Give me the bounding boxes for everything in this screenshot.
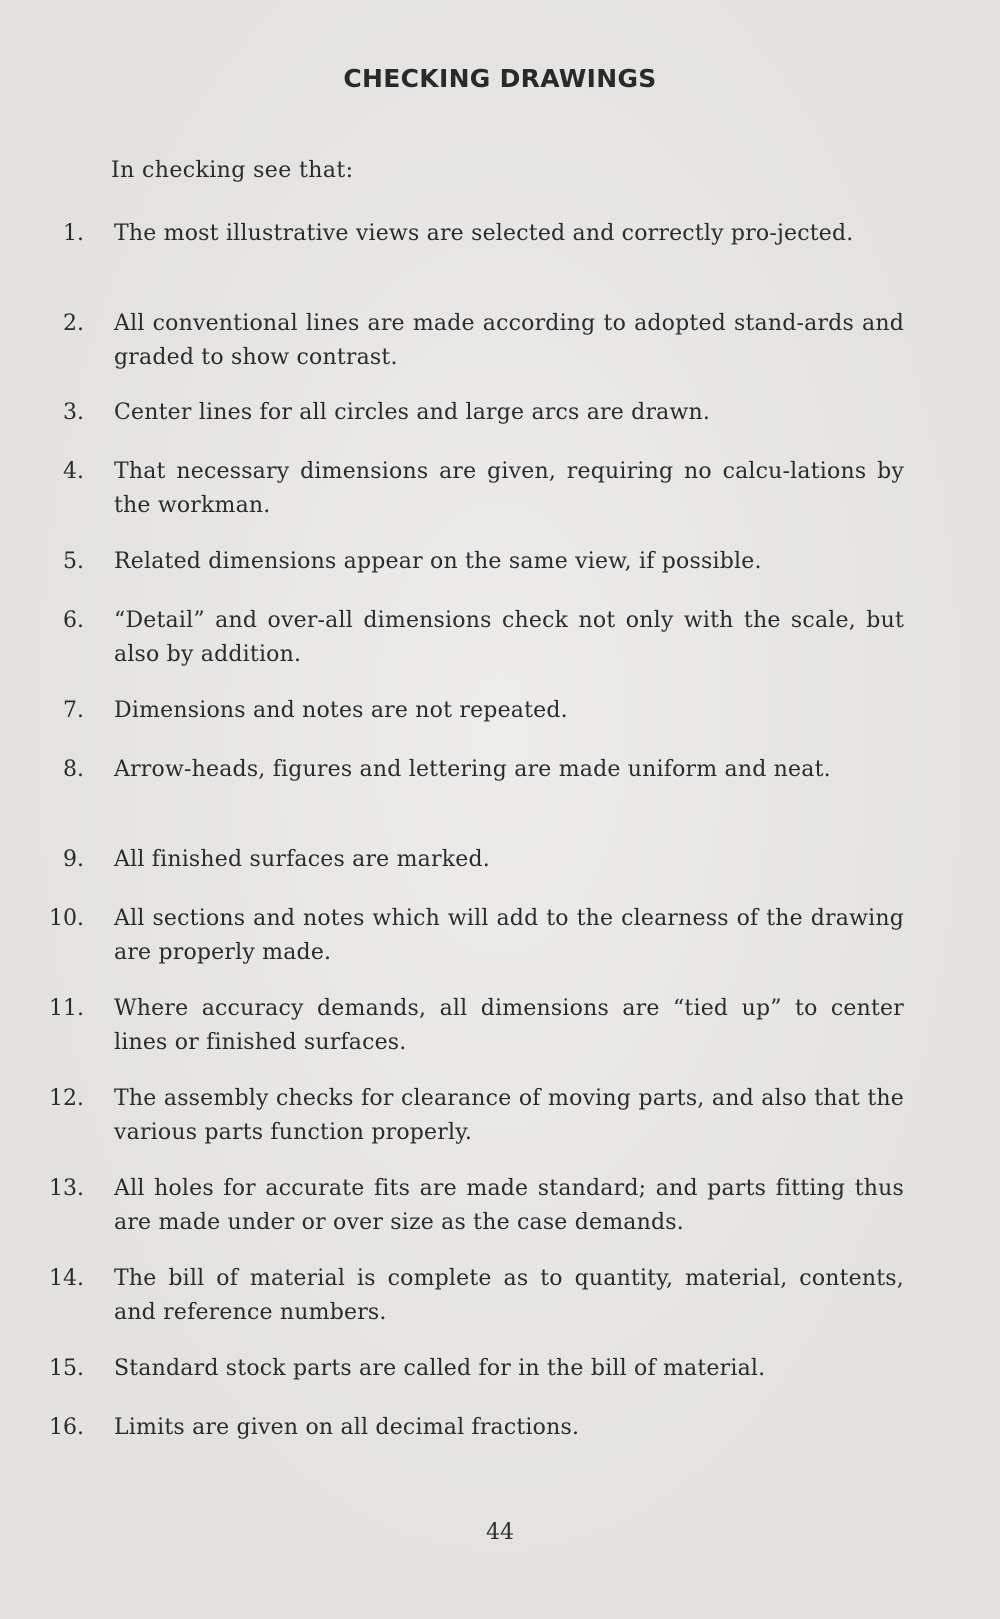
item-number: 14. (49, 1266, 84, 1291)
page-number: 44 (486, 1520, 514, 1545)
item-number: 12. (49, 1086, 84, 1111)
item-text: All holes for accurate fits are made standard; and parts fitting thus are made under or over size as the case demands. (114, 1176, 904, 1235)
page-title: CHECKING DRAWINGS (343, 64, 657, 93)
item-number: 10. (49, 906, 84, 931)
item-number: 5. (63, 549, 84, 574)
item-number: 1. (63, 221, 84, 246)
item-number: 3. (63, 400, 84, 425)
item-number: 9. (63, 847, 84, 872)
item-text: Standard stock parts are called for in the bill of material. (114, 1356, 766, 1381)
item-text: Limits are given on all decimal fractions. (114, 1415, 580, 1440)
intro-text: In checking see that: (111, 158, 354, 183)
item-text: Center lines for all circles and large arcs are drawn. (114, 400, 711, 425)
item-number: 8. (63, 757, 84, 782)
item-text: Related dimensions appear on the same view, if possible. (114, 549, 762, 574)
item-number: 11. (49, 996, 84, 1021)
item-text: Where accuracy demands, all dimensions are “tied up” to center lines or finished surfaces. (114, 996, 904, 1055)
item-text: Arrow-heads, figures and lettering are made uniform and neat. (114, 757, 831, 782)
item-text: The bill of material is complete as to quantity, material, contents, and reference numbers. (114, 1266, 904, 1325)
item-number: 15. (49, 1356, 84, 1381)
item-text: All sections and notes which will add to the clearness of the drawing are properly made. (114, 906, 904, 965)
item-number: 13. (49, 1176, 84, 1201)
item-text: “Detail” and over-all dimensions check not only with the scale, but also by addition. (114, 608, 904, 667)
item-text: The most illustrative views are selected and correctly pro-jected. (114, 221, 854, 246)
item-number: 7. (63, 698, 84, 723)
item-number: 2. (63, 311, 84, 336)
item-text: The assembly checks for clearance of moving parts, and also that the various parts function properly. (114, 1086, 904, 1145)
item-number: 16. (49, 1415, 84, 1440)
item-number: 4. (63, 459, 84, 484)
item-number: 6. (63, 608, 84, 633)
item-text: All finished surfaces are marked. (114, 847, 490, 872)
item-text: All conventional lines are made according to adopted stand-ards and graded to show contrast. (114, 311, 904, 370)
item-text: That necessary dimensions are given, requiring no calcu-lations by the workman. (114, 459, 904, 518)
item-text: Dimensions and notes are not repeated. (114, 698, 568, 723)
